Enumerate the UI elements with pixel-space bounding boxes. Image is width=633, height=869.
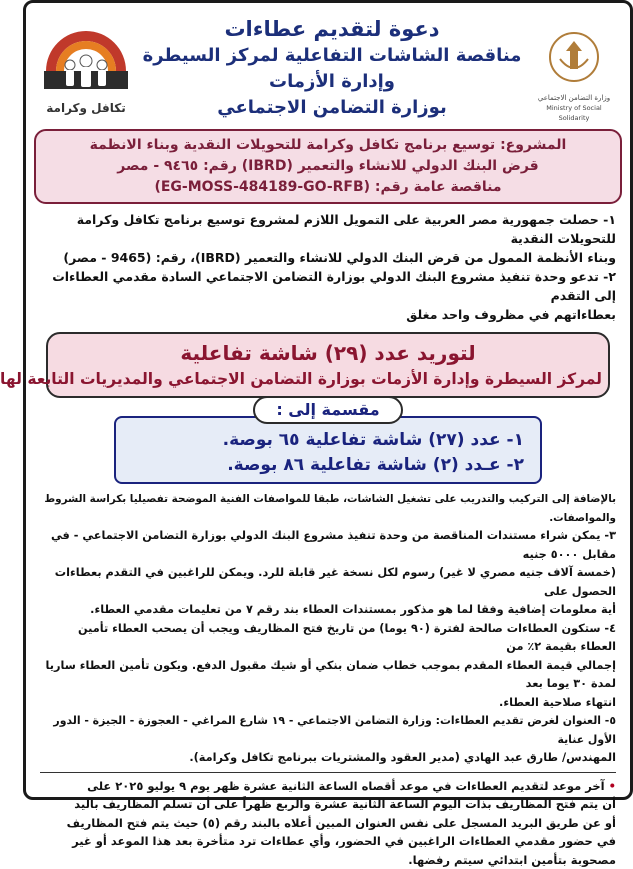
tender-notice: [23, 0, 633, 800]
title-block: [134, 15, 530, 121]
paragraph-2-line-b: بعطاءاتهم في مظروف واحد مغلق: [40, 305, 616, 324]
notice-title: دعوة لتقديم عطاءات: [134, 15, 530, 43]
terms-4-line-c: انتهاء صلاحية العطاء.: [40, 694, 616, 713]
paragraph-2: [34, 267, 622, 324]
terms-installation: بالإضافة إلى التركيب والتدريب على تشغيل الشاشات، طبقا للمواصفات الفنية الموضحة تفصيليا بكراسة الشروط والمواصفات.: [40, 490, 616, 527]
paragraph-2-line-a: ٢- تدعو وحدة تنفيذ مشروع البنك الدولي بوزارة التضامن الاجتماعي السادة مقدمي العطاءات إلى التقدم: [40, 267, 616, 305]
deadline-section: [34, 777, 622, 869]
deadline-line-1: [40, 777, 616, 796]
paragraph-1: [34, 210, 622, 267]
deadline-line-3: أو عن طريق البريد المسجل على نفس العنوان المبين أعلاه بالبند رقم (٥) حيث يتم فتح المظاريف: [40, 814, 616, 833]
deadline-line-5: مصحوبة بتأمين ابتدائي سيتم رفضها.: [40, 851, 616, 869]
bullet-icon: •: [609, 779, 616, 793]
project-box: [34, 129, 622, 204]
screens-item-65: ١- عدد (٢٧) شاشة تفاعلية ٦٥ بوصة.: [132, 428, 524, 453]
ministry-logo-ar: وزارة التضامن الاجتماعي: [534, 93, 614, 103]
supply-subtitle: لمركز السيطرة وإدارة الأزمات بوزارة التضامن الاجتماعي والمديريات التابعة لها: [54, 367, 602, 391]
loan-reference: قرض البنك الدولي للانشاء والتعمير (IBRD) رقم: ٩٤٦٥ - مصر: [46, 156, 610, 177]
deadline-line-1-text: آخر موعد لتقديم العطاءات في موعد أقصاه الساعة الثانية عشرة ظهر يوم ٩ يوليو ٢٠٢٥ على: [87, 779, 605, 793]
section-divider: [40, 772, 616, 773]
screens-list: [114, 416, 542, 484]
tender-subject: مناقصة الشاشات التفاعلية لمركز السيطرة وإدارة الأزمات: [134, 43, 530, 95]
paragraph-1-line-b: وبناء الأنظمة الممول من قرض البنك الدولي للانشاء والتعمير (IBRD)، رقم: (9465 - مصر): [40, 248, 616, 267]
terms-section: [34, 490, 622, 768]
terms-3-line-b: (خمسة آلاف جنيه مصري لا غير) رسوم لكل نسخة غير قابلة للرد. ويمكن للراغبين في التقدم بعطاءات الحصول على: [40, 564, 616, 601]
terms-3-line-c: أية معلومات إضافية وفقا لما هو مذكور بمستندات العطاء بند رقم ٧ من تعليمات مقدمي العطاء.: [40, 601, 616, 620]
terms-5-line-a: ٥- العنوان لغرض تقديم العطاءات: وزارة التضامن الاجتماعي - ١٩ شارع المراغي - العجوزة - الجيزة - الدور الأول عناية: [40, 712, 616, 749]
deadline-line-2: أن يتم فتح المظاريف بذات اليوم الساعة الثانية عشرة والربع ظهراً على أن تسلم المظاريف باليد: [40, 795, 616, 814]
terms-3-line-a: ٣- يمكن شراء مستندات المناقصة من وحدة تنفيذ مشروع البنك الدولي بوزارة التضامن الاجتماعي - في مقابل ٥٠٠٠ جنيه: [40, 527, 616, 564]
terms-4-line-a: ٤- ستكون العطاءات صالحة لفترة (٩٠ يوما) من تاريخ فتح المظاريف ويجب أن يصحب العطاء تأمين العطاء بقيمة ٢٪ من: [40, 620, 616, 657]
ministry-logo-en: Ministry of Social Solidarity: [534, 103, 614, 123]
terms-4-line-b: إجمالي قيمة العطاء المقدم بموجب خطاب ضمان بنكي أو شيك مقبول الدفع. ويكون تأمين العطاء ساريا لمدة ٣٠ يوما بعد: [40, 657, 616, 694]
terms-5-line-b: المهندس/ طارق عبد الهادي (مدير العقود والمشتريات ببرنامج تكافل وكرامة).: [40, 749, 616, 768]
takaful-karama-logo: [40, 27, 132, 115]
ministry-logo: [534, 29, 614, 113]
screens-item-86: ٢- عـدد (٢) شاشة تفاعلية ٨٦ بوصة.: [132, 453, 524, 478]
tender-number: مناقصة عامة رقم: (EG-MOSS-484189-GO-RFB): [46, 177, 610, 198]
paragraph-1-line-a: ١- حصلت جمهورية مصر العربية على التمويل اللازم لمشروع توسيع برنامج تكافل وكرامة للتحويلات النقدية: [40, 210, 616, 248]
split-label: مقسمة إلى :: [253, 396, 403, 424]
ministry-name: بوزارة التضامن الاجتماعي: [134, 95, 530, 121]
deadline-line-4: في حضور مقدمي العطاءات الراغبين في الحضور، وأي عطاءات ترد متأخرة بعد هذا الموعد أو غير: [40, 832, 616, 851]
notice-header: [34, 9, 622, 127]
supply-title: لتوريد عدد (٢٩) شاشة تفاعلية: [54, 339, 602, 367]
project-name: المشروع: توسيع برنامج تكافل وكرامة للتحويلات النقدية وبناء الانظمة: [46, 135, 610, 156]
supply-box: [46, 332, 610, 398]
takaful-logo-text: تكافل وكرامة: [40, 101, 132, 115]
